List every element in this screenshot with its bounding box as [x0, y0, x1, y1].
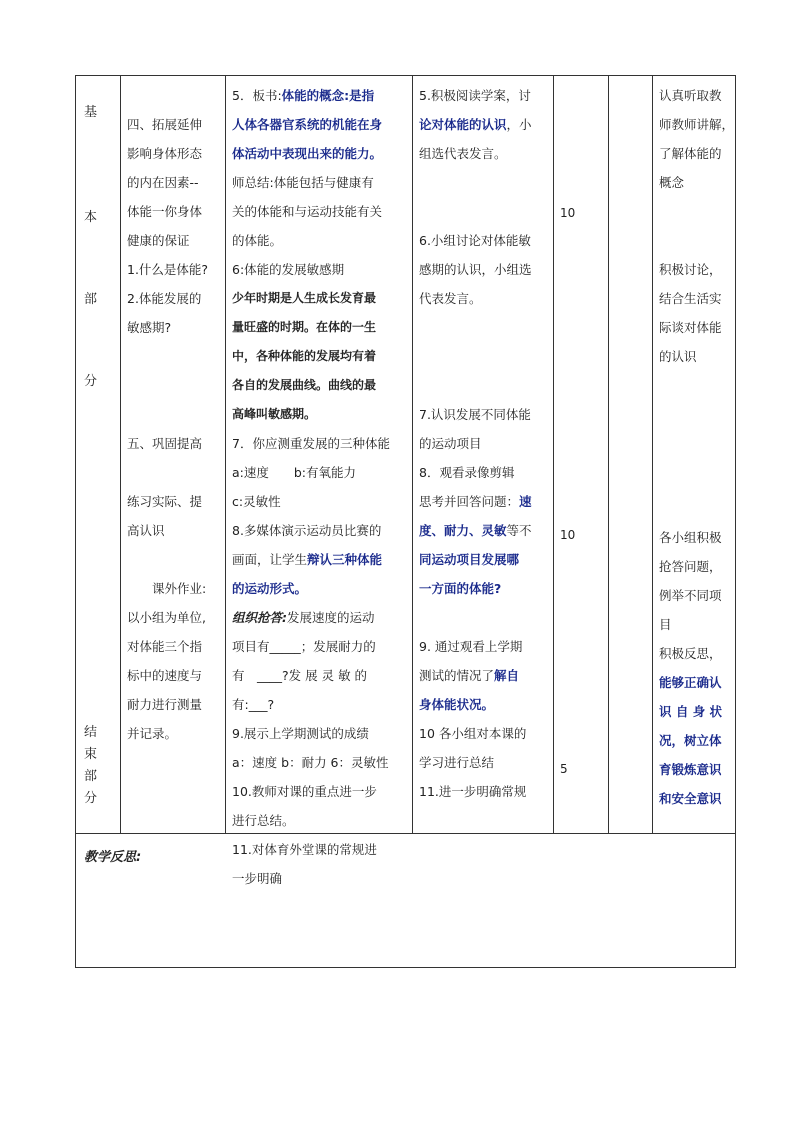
- col-divider: [225, 76, 226, 833]
- time-value: 10: [560, 528, 576, 542]
- section-label: 分: [84, 374, 98, 389]
- col-divider: [608, 76, 609, 833]
- teaching-content: 四、拓展延伸 影响身体形态 的内在因素-- 体能一你身体 健康的保证 1.什么是体能? 2.体能发展的 敏感期? 五、巩固提高 练习实际、提 高认识 课外作业: 以小组为单位, 对体能三个指 标中的速度与 耐力进行测量 并记录。: [127, 117, 209, 741]
- section-label: 基: [84, 105, 98, 120]
- end-section-label: 结 束 部 分: [84, 725, 98, 806]
- col-divider: [412, 76, 413, 833]
- col-divider: [652, 76, 653, 833]
- col-divider: [553, 76, 554, 833]
- teacher-activities: 5．板书:体能的概念:是指 人体各器官系统的机能在身 体活动中表现出来的能力。 师总结:体能包括与健康有 关的体能和与运动技能有关 的体能。 6:体能的发展敏感期 少年时期是人生成长发育最 量旺盛的时期。在体的一生 中，各种体能的发展均有着 各自的发展曲线。曲线的最 高峰叫敏感期。 7．你应测重发展的三种体能 a:速度 b:有氧能力 c:灵敏性 8.多媒体演示运动员比赛的 画面，让学生辩认三种体能 的运动形式。 组织抢答:发展速度的运动 项目有_____；发展耐力的 有 ____?发 展 灵 敏 的 有:___? 9.展示上学期测试的成绩 a：速度 b：耐力 6：灵敏性 10.教师对课的重点进一步 进行总结。 11.对体育外堂课的常规进 一步明确: [232, 88, 390, 886]
- lesson-plan-table: [75, 75, 736, 968]
- col-divider: [120, 76, 121, 833]
- student-activities: 5.积极阅读学案，讨 论对体能的认识，小 组选代表发言。 6.小组讨论对体能敏 感期的认识，小组选 代表发言。 7.认识发展不同体能 的运动项目 8．观看录像剪辑 思考并回答问题：速 度、耐力、灵敏等不 同运动项目发展哪 一方面的体能? 9. 通过观看上学期 测试的情况了解自 身体能状况。 10 各小组对本课的 学习进行总结 11.进一步明确常规: [419, 88, 532, 799]
- reflection-label: 教学反思:: [84, 850, 142, 865]
- time-value: 5: [560, 762, 568, 776]
- section-label: 部: [84, 292, 98, 307]
- learning-goals: 认真听取教 师教师讲解， 了解体能的 概念 积极讨论， 结合生活实 际谈对体能 的认识 各小组积极 抢答问题， 例举不同项 目 积极反思， 能够正确认 识 自 身 状 况，树立体 育锻炼意识 和安全意识: [659, 88, 735, 806]
- reflection-area: [76, 834, 735, 968]
- section-label: 本: [84, 210, 98, 225]
- time-value: 10: [560, 206, 576, 220]
